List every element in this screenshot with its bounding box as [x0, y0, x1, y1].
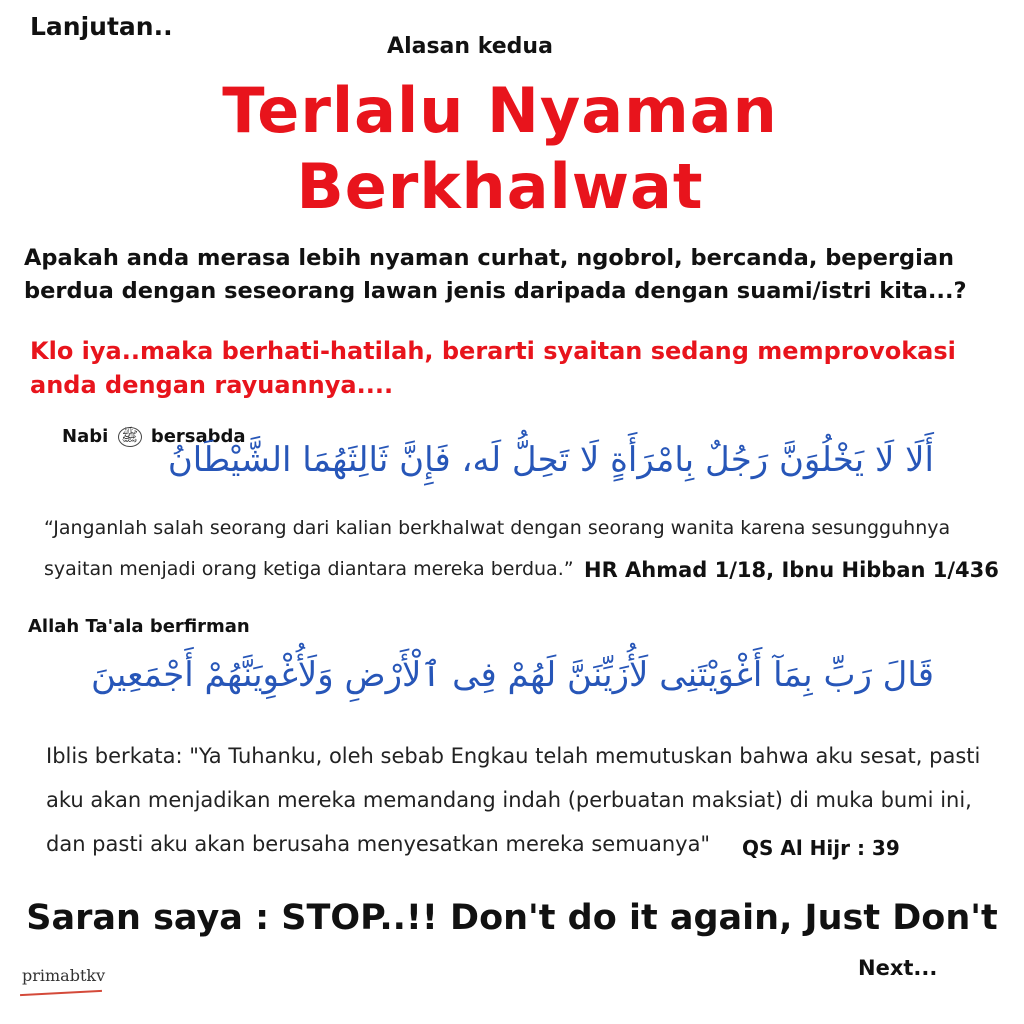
hadith-label-suffix: bersabda — [150, 426, 246, 447]
next-label: Next... — [858, 956, 938, 980]
quran-translation: Iblis berkata: "Ya Tuhanku, oleh sebab Engkau telah memutuskan bahwa aku sesat, pasti aku akan menjadikan mereka memandang indah (perbuatan maksiat) di muka bumi ini, dan pasti aku akan berusaha menyesatkan mereka semuanya" — [46, 744, 981, 856]
quran-reference: QS Al Hijr : 39 — [742, 836, 900, 860]
continued-label: Lanjutan.. — [30, 12, 173, 41]
watermark-underline — [20, 990, 102, 996]
watermark: primabtkv — [22, 966, 106, 985]
hadith-translation: “Janganlah salah seorang dari kalian berkhalwat dengan seorang wanita karena sesungguhnya syaitan menjadi orang ketiga diantara mereka berdua.” — [44, 517, 951, 580]
title-line-2: Berkhalwat — [296, 150, 704, 223]
advice-text: Saran saya : STOP..!! Don't do it again, Just Don't — [26, 898, 998, 938]
subtitle: Alasan kedua — [387, 34, 553, 59]
quran-arabic: قَالَ رَبِّ بِمَآ أَغْوَيْتَنِى لَأُزَيِّنَنَّ لَهُمْ فِى ٱلْأَرْضِ وَلَأُغْوِيَنَّهُمْ أَجْمَعِينَ — [91, 655, 934, 695]
hadith-label-prefix: Nabi — [62, 426, 109, 447]
hadith-reference: HR Ahmad 1/18, Ibnu Hibban 1/436 — [584, 558, 999, 582]
intro-warning: Klo iya..maka berhati-hatilah, berarti syaitan sedang memprovokasi anda dengan rayuannya.... — [30, 337, 956, 399]
hadith-arabic: أَلَا لَا يَخْلُوَنَّ رَجُلٌ بِامْرَأَةٍ لَا تَحِلُّ لَه، فَإِنَّ ثَالِثَهُمَا الشَّيْطَانُ — [167, 440, 934, 480]
salawat-icon: ﷺ — [118, 427, 142, 447]
quran-label: Allah Ta'ala berfirman — [28, 616, 250, 637]
title-line-1: Terlalu Nyaman — [222, 74, 778, 147]
intro-question: Apakah anda merasa lebih nyaman curhat, ngobrol, bercanda, bepergian berdua dengan seseorang lawan jenis daripada dengan suami/istri kita...? — [24, 245, 967, 304]
